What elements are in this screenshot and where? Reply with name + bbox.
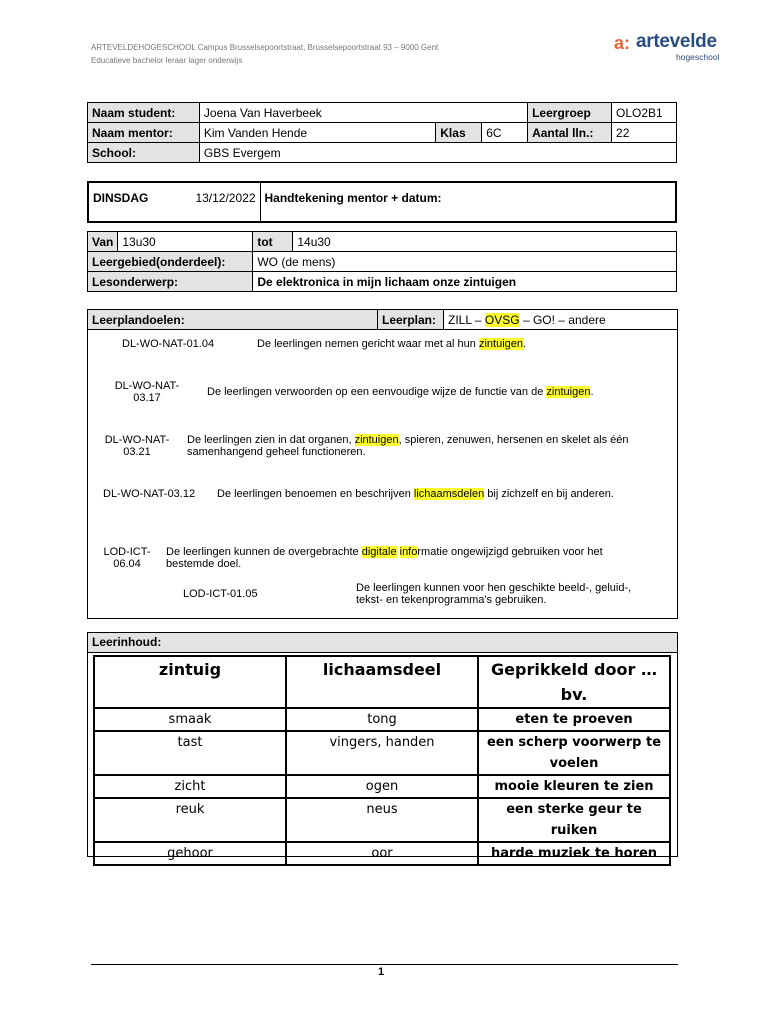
leerplan-options: ZILL – OVSG – GO! – andere [444,310,678,330]
naam-student-value: Joena Van Haverbeek [199,103,527,123]
table-row: smaak tong eten te proeven [94,708,670,731]
goals-header [87,309,678,330]
program-name: Educatieve bachelor leraar lager onderwijs [91,56,243,65]
goal-code: LOD-ICT-01.05 [183,588,258,600]
school-value: GBS Evergem [199,143,676,163]
lesonderwerp-label: Lesonderwerp: [88,272,253,292]
naam-mentor-label: Naam mentor: [88,123,200,143]
logo-mark: a: [614,33,631,53]
logo-subtitle: hogeschool [676,52,720,62]
aantal-value: 22 [612,123,677,143]
table-row: reuk neus een sterke geur te ruiken [94,798,670,842]
naam-student-label: Naam student: [88,103,200,123]
header-zintuig: zintuig [94,656,286,708]
goal-code: DL-WO-NAT-03.12 [103,488,196,500]
goal-text: De leerlingen kunnen voor hen geschikte beeld-, geluid-, tekst- en tekenprogramma's gebruiken. [356,582,632,606]
senses-table [93,655,671,866]
leergroep-value: OLO2B1 [612,103,677,123]
klas-label: Klas [436,123,482,143]
footer-rule [91,964,678,965]
goal-text: De leerlingen verwoorden op een eenvoudige wijze de functie van de zintuigen. [207,386,594,398]
leergroep-label: Leergroep [528,103,612,123]
table-row: gehoor oor harde muziek te horen [94,842,670,865]
lesonderwerp-value: De elektronica in mijn lichaam onze zintuigen [253,272,677,292]
aantal-label: Aantal lln.: [528,123,612,143]
goal-text: De leerlingen kunnen de overgebrachte digitale informatie ongewijzigd gebruiken voor het bestemde doel. [166,546,603,570]
leergebied-value: WO (de mens) [253,252,677,272]
goal-text: De leerlingen nemen gericht waar met al hun zintuigen. [257,338,527,350]
goal-code: LOD-ICT- 06.04 [103,546,151,570]
goals-title: Leerplandoelen: [88,310,378,330]
artevelde-logo [614,31,726,63]
klas-value: 6C [482,123,528,143]
header-lichaamsdeel: lichaamsdeel [286,656,478,708]
header-geprikkeld: Geprikkeld door … bv. [478,656,670,708]
date-value: 13/12/2022 [178,182,260,222]
tot-value: 14u30 [293,232,677,252]
goal-text: De leerlingen zien in dat organen, zintuigen, spieren, zenuwen, hersenen en skelet als één samenhangend geheel functioneren. [187,434,629,458]
goal-code: DL-WO-NAT- 03.21 [104,434,170,458]
leerplan-label: Leerplan: [378,310,444,330]
goal-text: De leerlingen benoemen en beschrijven lichaamsdelen bij zichzelf en bij anderen. [217,488,614,500]
lesson-table [87,231,677,292]
leerplan-selected: OVSG [484,312,520,327]
naam-mentor-value: Kim Vanden Hende [199,123,435,143]
goal-code: DL-WO-NAT- 03.17 [114,380,180,404]
school-address: ARTEVELDEHOGESCHOOL Campus Brusselsepoortstraat, Brusselsepoortstraat 93 – 9000 Gent [91,43,439,52]
school-label: School: [88,143,200,163]
van-value: 13u30 [118,232,253,252]
logo-name: artevelde [636,31,717,52]
day-label: DINSDAG [88,182,178,222]
signature-label: Handtekening mentor + datum: [260,182,676,222]
tot-label: tot [253,232,293,252]
day-table [87,181,677,223]
leergebied-label: Leergebied(onderdeel): [88,252,253,272]
table-row: zicht ogen mooie kleuren te zien [94,775,670,798]
goals-box [87,309,678,619]
van-label: Van [88,232,118,252]
table-row: tast vingers, handen een scherp voorwerp te voelen [94,731,670,775]
goal-code: DL-WO-NAT-01.04 [122,338,215,350]
content-title: Leerinhoud: [88,633,677,653]
student-info-table [87,102,677,163]
page-number: 1 [378,966,385,978]
